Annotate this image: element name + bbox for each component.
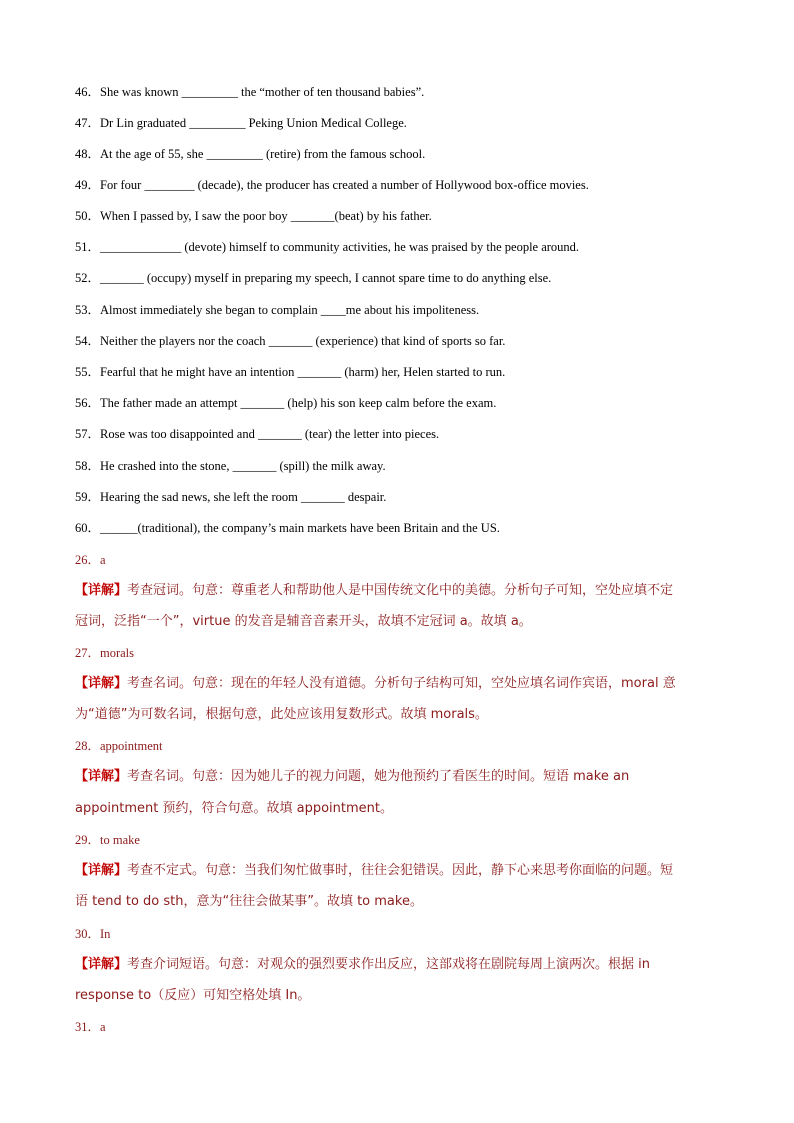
answer-27-explain-line-1: 【详解】考查名词。句意：现在的年轻人没有道德。分析句子结构可知，空处应填名词作宾语，moral 意 (75, 676, 676, 691)
explain-tag: 【详解】 (75, 957, 128, 972)
answer-29-explain-line-2: 语 tend to do sth，意为“往往会做某事”。故填 to make。 (75, 894, 423, 909)
question-53: 53．Almost immediately she began to complain ____me about his impoliteness. (75, 303, 480, 317)
answer-26-explain-line-2: 冠词，泛指“一个”，virtue 的发音是辅音音素开头，故填不定冠词 a。故填 a。 (75, 614, 532, 629)
answer-28-explain-line-1: 【详解】考查名词。句意：因为她儿子的视力问题，她为他预约了看医生的时间。短语 make an (75, 769, 630, 784)
question-52: 52．_______ (occupy) myself in preparing my speech, I cannot spare time to do anything else. (75, 271, 552, 285)
explain-tag: 【详解】 (75, 676, 128, 691)
question-55: 55．Fearful that he might have an intention _______ (harm) her, Helen started to run. (75, 365, 506, 379)
answer-28-explain-line-2: appointment 预约，符合句意。故填 appointment。 (75, 801, 394, 816)
answer-27-label: 27．morals (75, 646, 135, 660)
question-59: 59．Hearing the sad news, she left the room _______ despair. (75, 490, 387, 504)
explain-tag: 【详解】 (75, 769, 128, 784)
question-54: 54．Neither the players nor the coach _______ (experience) that kind of sports so far. (75, 334, 506, 348)
answer-30-explain-line-2: response to（反应）可知空格处填 In。 (75, 988, 311, 1003)
answer-29-label: 29．to make (75, 833, 140, 847)
answer-28-label: 28．appointment (75, 739, 163, 753)
question-46: 46．She was known _________ the “mother of ten thousand babies”. (75, 85, 425, 99)
question-47: 47．Dr Lin graduated _________ Peking Union Medical College. (75, 116, 407, 130)
explain-tag: 【详解】 (75, 583, 128, 598)
question-51: 51．_____________ (devote) himself to community activities, he was praised by the people around. (75, 240, 580, 254)
answer-26-label: 26．a (75, 553, 106, 567)
question-58: 58．He crashed into the stone, _______ (spill) the milk away. (75, 459, 386, 473)
answer-27-explain-line-2: 为“道德”为可数名词，根据句意，此处应该用复数形式。故填 morals。 (75, 707, 488, 722)
answer-26-explain-line-1: 【详解】考查冠词。句意：尊重老人和帮助他人是中国传统文化中的美德。分析句子可知，空处应填不定 (75, 583, 674, 598)
answer-29-explain-line-1: 【详解】考查不定式。句意：当我们匆忙做事时，往往会犯错误。因此，静下心来思考你面临的问题。短 (75, 863, 674, 878)
question-50: 50．When I passed by, I saw the poor boy _______(beat) by his father. (75, 209, 432, 223)
question-48: 48．At the age of 55, she _________ (retire) from the famous school. (75, 147, 426, 161)
question-56: 56．The father made an attempt _______ (help) his son keep calm before the exam. (75, 396, 497, 410)
answer-30-explain-line-1: 【详解】考查介词短语。句意：对观众的强烈要求作出反应，这部戏将在剧院每周上演两次。根据 in (75, 957, 650, 972)
question-57: 57．Rose was too disappointed and _______ (tear) the letter into pieces. (75, 427, 440, 441)
question-60: 60．______(traditional), the company’s main markets have been Britain and the US. (75, 521, 500, 535)
question-49: 49．For four ________ (decade), the producer has created a number of Hollywood box-office movies. (75, 178, 589, 192)
answer-31-label: 31．a (75, 1020, 106, 1034)
answer-30-label: 30．In (75, 927, 111, 941)
explain-tag: 【详解】 (75, 863, 128, 878)
